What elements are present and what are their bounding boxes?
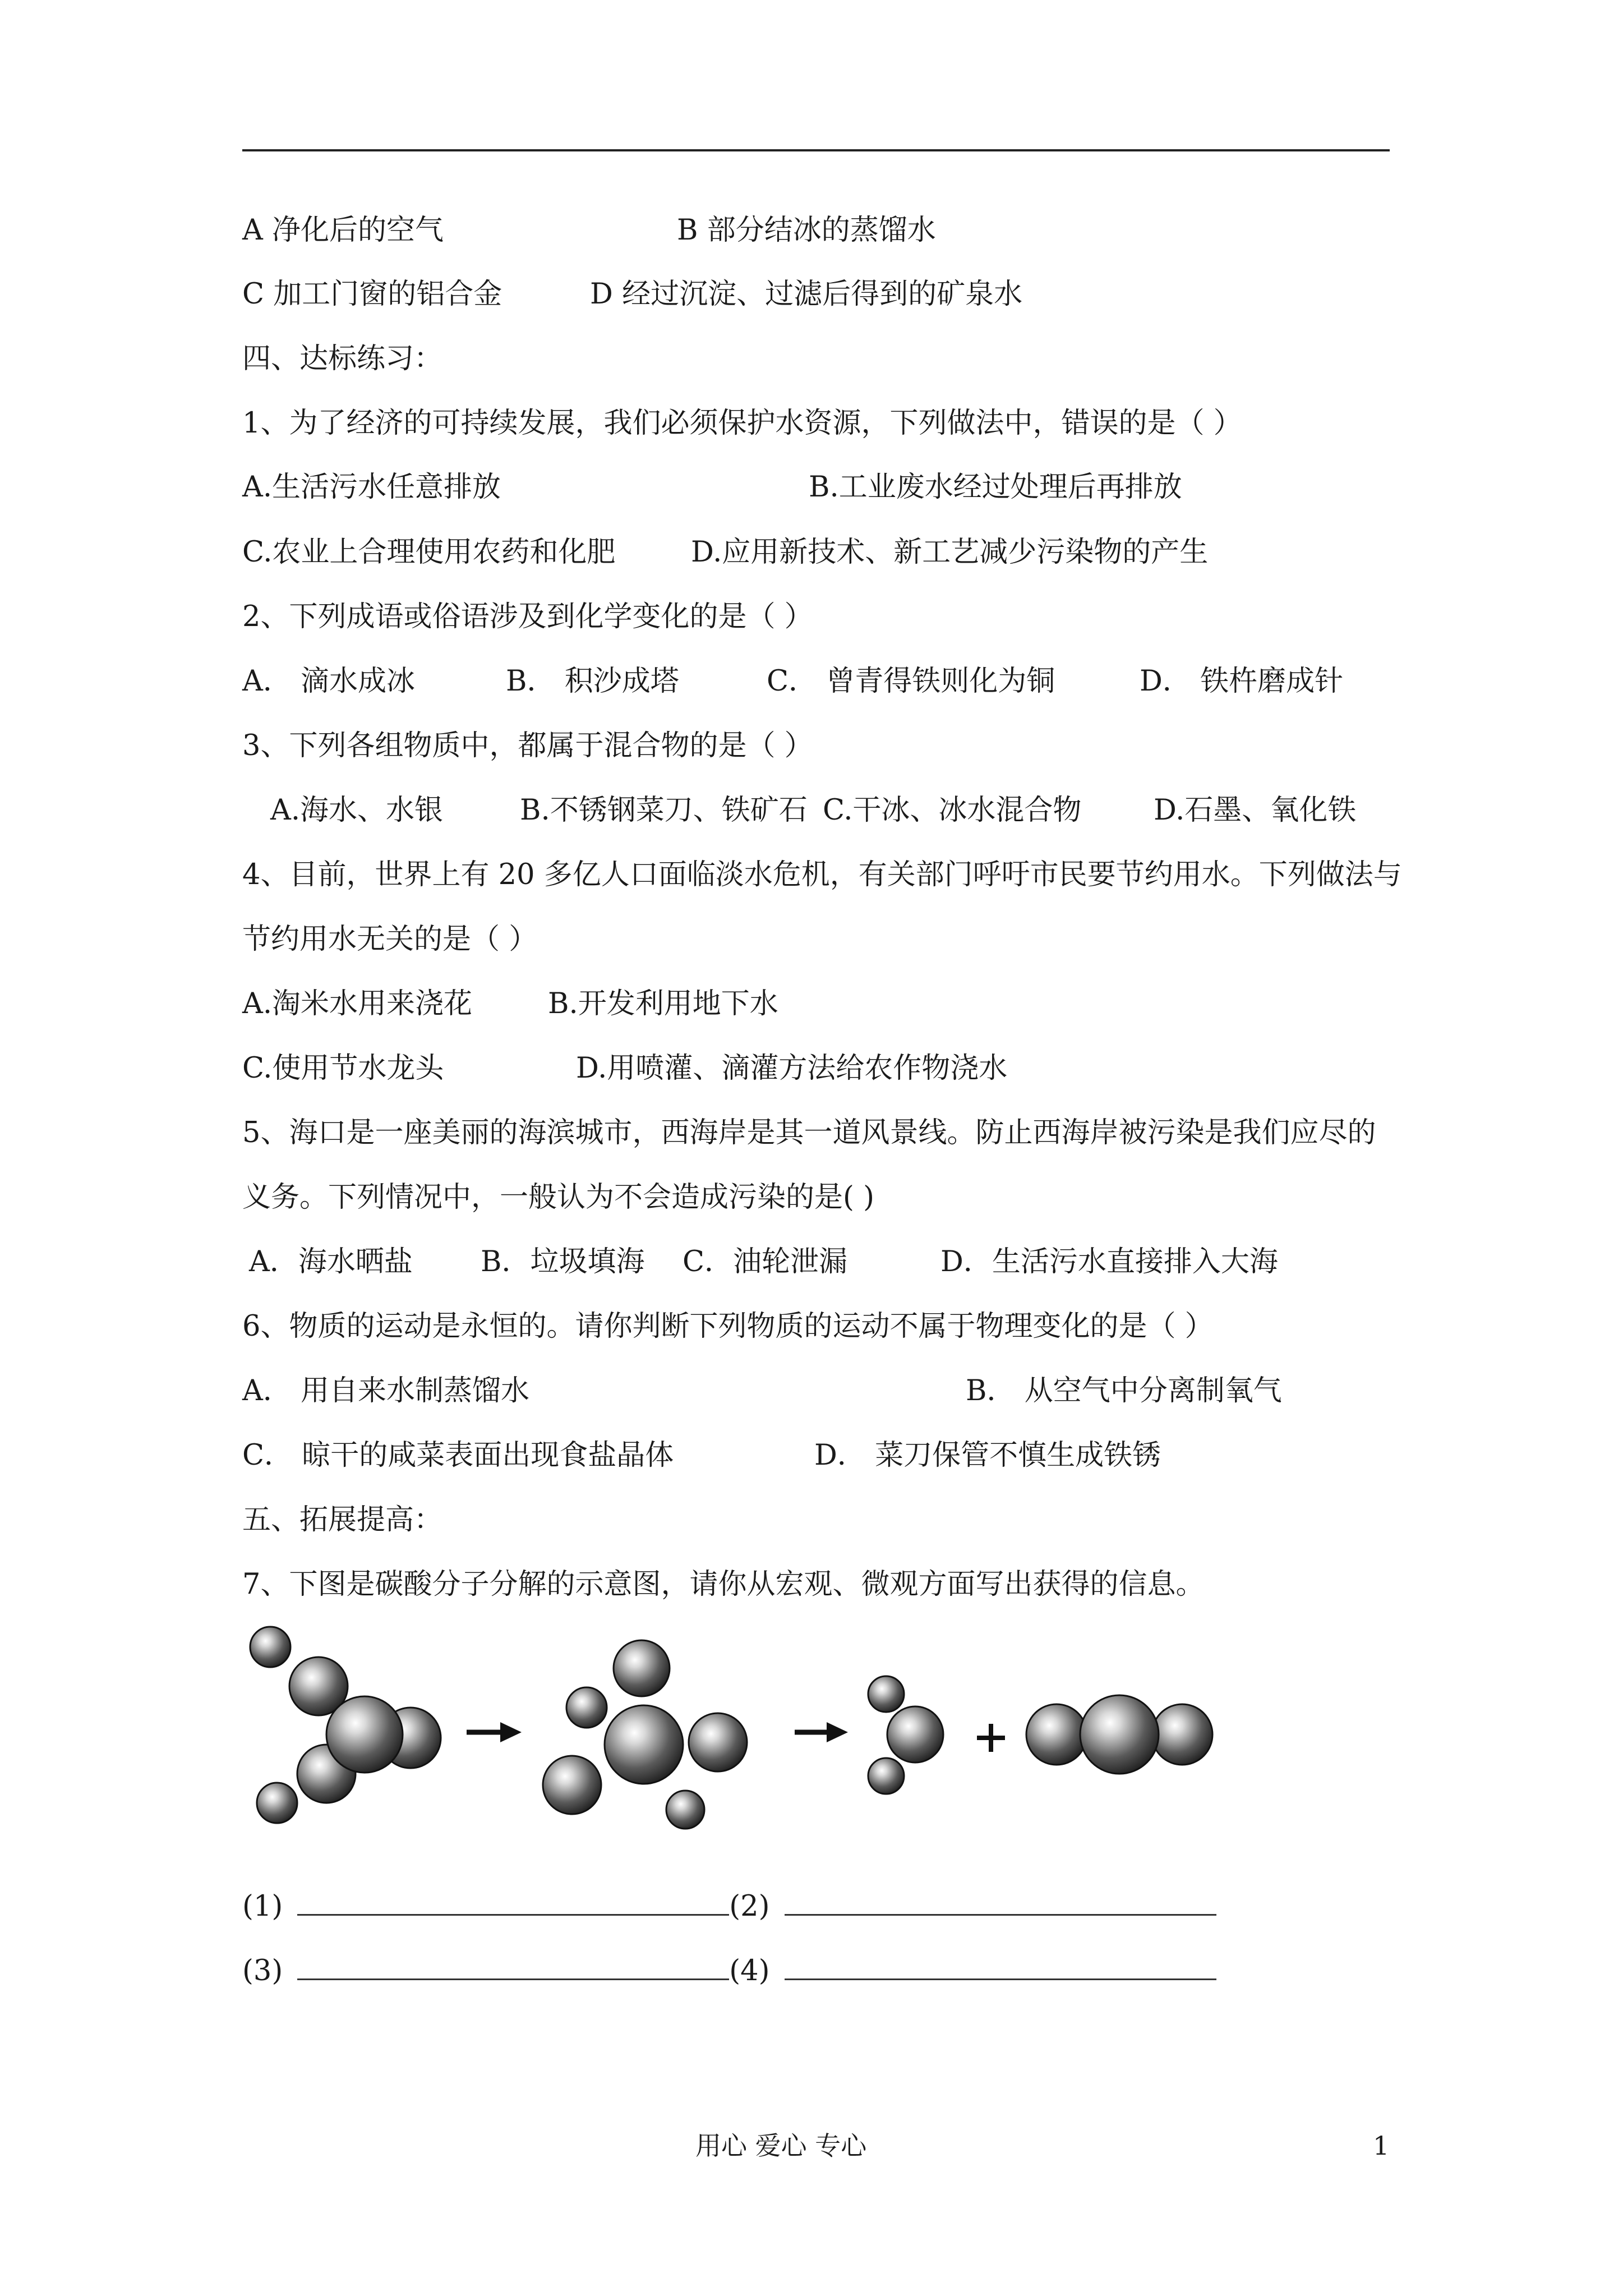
option-c: C 加工门窗的铝合金 — [242, 278, 502, 311]
option-line — [242, 984, 778, 1024]
option-c: C． 晾干的咸菜表面出现食盐晶体 — [242, 1439, 674, 1472]
option-b: B.工业废水经过处理后再排放 — [809, 471, 1182, 504]
carbon-dioxide-molecule — [1026, 1695, 1212, 1774]
hydrogen-atom — [257, 1783, 297, 1823]
hydrogen-atom — [868, 1676, 904, 1712]
water-molecule — [868, 1676, 943, 1794]
option-b: B．垃圾填海 — [481, 1245, 645, 1278]
hydrogen-atom — [566, 1687, 607, 1728]
oxygen-atom — [1152, 1704, 1212, 1765]
carbonic-acid-molecule — [250, 1627, 441, 1823]
question-4: 4、目前，世界上有 20 多亿人口面临淡水危机，有关部门呼吁市民要节约用水。下列做法与 — [242, 858, 1402, 891]
question-2: 2、下列成语或俗语涉及到化学变化的是（ ） — [242, 600, 813, 633]
question-7: 7、下图是碳酸分子分解的示意图，请你从宏观、微观方面写出获得的信息。 — [242, 1568, 1205, 1601]
reaction-arrow — [795, 1722, 848, 1742]
option-d: D． 铁杵磨成针 — [1140, 665, 1344, 698]
option-line — [242, 662, 1344, 701]
option-line — [242, 211, 936, 250]
carbon-atom — [605, 1705, 683, 1784]
oxygen-atom — [689, 1713, 747, 1772]
oxygen-atom — [543, 1756, 601, 1814]
option-a: A． 用自来水制蒸馏水 — [242, 1374, 530, 1407]
option-a: A.海水、水银 — [270, 794, 444, 827]
option-c: C．油轮泄漏 — [683, 1245, 848, 1278]
answer-label: (2) — [729, 1890, 770, 1923]
section-heading: 五、拓展提高： — [242, 1503, 443, 1536]
oxygen-atom — [1026, 1704, 1087, 1765]
option-line — [242, 468, 1182, 507]
answer-row — [242, 1885, 1216, 1926]
question-1: 1、为了经济的可持续发展，我们必须保护水资源，下列做法中，错误的是（ ） — [242, 407, 1242, 440]
answer-blank[interactable] — [297, 1949, 729, 1980]
hydrogen-atom — [250, 1627, 291, 1667]
option-c: C.干冰、冰水混合物 — [823, 794, 1082, 827]
answer-label: (4) — [729, 1954, 770, 1987]
question-5-cont: 义务。下列情况中，一般认为不会造成污染的是( ) — [242, 1181, 875, 1214]
option-line — [242, 533, 1209, 572]
answer-row — [242, 1949, 1216, 1991]
section-heading: 四、达标练习： — [242, 342, 443, 375]
question-5: 5、海口是一座美丽的海滨城市，西海岸是其一道风景线。防止西海岸被污染是我们应尽的 — [242, 1116, 1376, 1149]
answer-blank[interactable] — [297, 1885, 729, 1916]
option-a: A.淘米水用来浇花 — [242, 987, 473, 1020]
hydrogen-atom — [868, 1758, 904, 1794]
option-a: A 净化后的空气 — [242, 214, 444, 247]
separated-atoms — [543, 1640, 747, 1829]
option-a: A． 滴水成冰 — [242, 665, 416, 698]
option-line — [242, 1049, 1008, 1088]
hydrogen-atom — [666, 1791, 704, 1829]
option-line — [242, 275, 1023, 314]
option-b: B． 从空气中分离制氧气 — [966, 1374, 1282, 1407]
oxygen-atom — [887, 1706, 943, 1763]
question-6: 6、物质的运动是永恒的。请你判断下列物质的运动不属于物理变化的是（ ） — [242, 1310, 1214, 1343]
option-c: C． 曾青得铁则化为铜 — [767, 665, 1055, 698]
option-c: C.农业上合理使用农药和化肥 — [242, 536, 616, 569]
option-d: D.应用新技术、新工艺减少污染物的产生 — [691, 536, 1209, 569]
option-a: A．海水晒盐 — [249, 1245, 413, 1278]
plus-sign — [977, 1724, 1005, 1752]
option-a: A.生活污水任意排放 — [242, 471, 501, 504]
option-line — [242, 1372, 1282, 1411]
oxygen-atom — [614, 1640, 670, 1696]
question-3: 3、下列各组物质中，都属于混合物的是（ ） — [242, 729, 813, 762]
option-d: D．生活污水直接排入大海 — [940, 1245, 1278, 1278]
option-b: B.开发利用地下水 — [548, 987, 778, 1020]
header-rule — [242, 149, 1390, 151]
option-d: D． 菜刀保管不慎生成铁锈 — [814, 1439, 1161, 1472]
option-d: D.用喷灌、滴灌方法给农作物浇水 — [576, 1052, 1008, 1085]
page-number: 1 — [1373, 2131, 1390, 2161]
molecule-diagram — [242, 1610, 1241, 1851]
question-4-cont: 节约用水无关的是（ ） — [242, 923, 538, 956]
option-b: B． 积沙成塔 — [506, 665, 679, 698]
option-line — [242, 1436, 1161, 1475]
answer-label: (1) — [242, 1890, 283, 1923]
option-d: D.石墨、氧化铁 — [1154, 794, 1357, 827]
answer-label: (3) — [242, 1954, 283, 1987]
answer-blank[interactable] — [785, 1885, 1216, 1916]
option-b: B 部分结冰的蒸馏水 — [677, 214, 936, 247]
option-c: C.使用节水龙头 — [242, 1052, 444, 1085]
footer-text: 用心 爱心 专心 — [695, 2131, 867, 2161]
reaction-arrow — [467, 1722, 522, 1742]
option-b: B.不锈钢菜刀、铁矿石 — [520, 794, 808, 827]
answer-blank[interactable] — [785, 1949, 1216, 1980]
carbon-atom — [1080, 1695, 1159, 1774]
carbon-atom — [326, 1696, 403, 1773]
option-d: D 经过沉淀、过滤后得到的矿泉水 — [590, 278, 1023, 311]
